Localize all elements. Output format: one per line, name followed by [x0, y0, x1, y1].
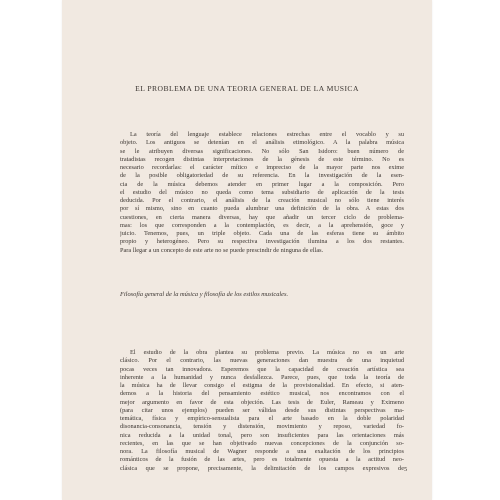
text-line: el estudio del músico no queda como tema subsidiario de aplicación de la tesis [120, 188, 404, 196]
text-line: pocas veces tan innovadora. Esperemos que la capacidad de creación artística sea [120, 365, 404, 373]
page-title: EL PROBLEMA DE UNA TEORIA GENERAL DE LA MUSICA [135, 84, 359, 93]
text-line: mejor argumento en favor de esta objeción. Las tesis de Euler, Rameau y Eximeno [120, 398, 404, 406]
document-page [62, 0, 432, 500]
text-line: por sí mismo, sino en cuanto pueda alumbrar una definición de la obra. A estas dos [120, 205, 404, 213]
text-line: demos a la historia del pensamiento estético musical, nos encontramos con el [120, 390, 404, 398]
text-line: Para llegar a un concepto de este arte no se puede prescindir de ninguna de ellas. [120, 246, 324, 254]
text-line: recientes, en las que se han objetivado nuevas concepciones de la conjunción so- [120, 439, 404, 447]
text-line: (para citar unos ejemplos) pueden ser válidas desde sus distintas perspectivas ma- [120, 406, 404, 414]
text-line: disonancia-consonancia, tensión y distensión, movimiento y reposo, variedad fo- [120, 423, 404, 431]
paragraph-intro [120, 131, 404, 255]
section-subtitle: Filosofía general de la música y filosofía de los estilos musicales. [120, 291, 289, 298]
text-line: inherente a la humanidad y nunca desfallezca. Parece, pues, que toda la teoría de [120, 373, 404, 381]
text-line: deducida. Por el contrario, el análisis de la creación musical no sólo tiene interés [120, 197, 404, 204]
text-line: tratadistas recogen distintas interpretaciones de la génesis de este término. No es [120, 155, 404, 163]
text-line: clásico. Por el contrario, las nuevas generaciones dan muestra de una inquietud [120, 357, 404, 365]
text-line: La teoría del lenguaje establece relaciones estrechas entre el vocablo y su [130, 131, 404, 138]
text-line: objeto. Los antiguos se detenían en el análisis etimológico. A la palabra música [120, 139, 404, 147]
paragraph-body [120, 349, 404, 473]
text-line: necesario recordarlas: el carácter mítico e impreciso de la mayor parte nos exime [120, 164, 404, 171]
text-line: cuestiones, en cierta manera diversas, hay que añadir un tercer ciclo de problema- [120, 213, 404, 221]
text-line: propio y heterogéneo. Pero su respectiva investigación ilumina a los dos restantes. [120, 238, 404, 246]
text-line: la música ha de llevar consigo el estigma de la provisionalidad. En efecto, si aten- [120, 382, 404, 389]
page-number: 5 [404, 466, 408, 473]
text-line: nora. La filosofía musical de Wagner responde a una exaltación de los principios [120, 448, 404, 455]
text-line: nica reducida a la unidad tonal, pero son insuficientes para las orientaciones más [120, 431, 404, 439]
text-line: se le atribuyen diversas significaciones. No sólo San Isidoro: buen número de [120, 147, 404, 155]
text-line: mas: los que corresponden a la contemplación, es decir, a la aprehensión, goce y [120, 221, 404, 229]
text-line: cia de la música debemos atender en primer lugar a la composición. Pero [120, 180, 404, 188]
text-line: clásica que se propone, precisamente, la delimitación de los campos expresivos de [120, 464, 404, 472]
text-line: El estudio de la obra plantea su problema previo. La música no es un arte [130, 349, 404, 356]
text-line: románticos de la fusión de las artes, pero es totalmente opuesta a la actitud neo- [120, 456, 404, 464]
text-line: de la posible obligatoriedad de su referencia. En la investigación de la esen- [120, 172, 404, 180]
text-line: temática, física y empírico-sensualista para el arte basado en la doble polaridad [120, 415, 404, 422]
text-line: juicio. Tenemos, pues, un triple objeto. Cada una de las esferas tiene su ámbito [120, 230, 404, 237]
